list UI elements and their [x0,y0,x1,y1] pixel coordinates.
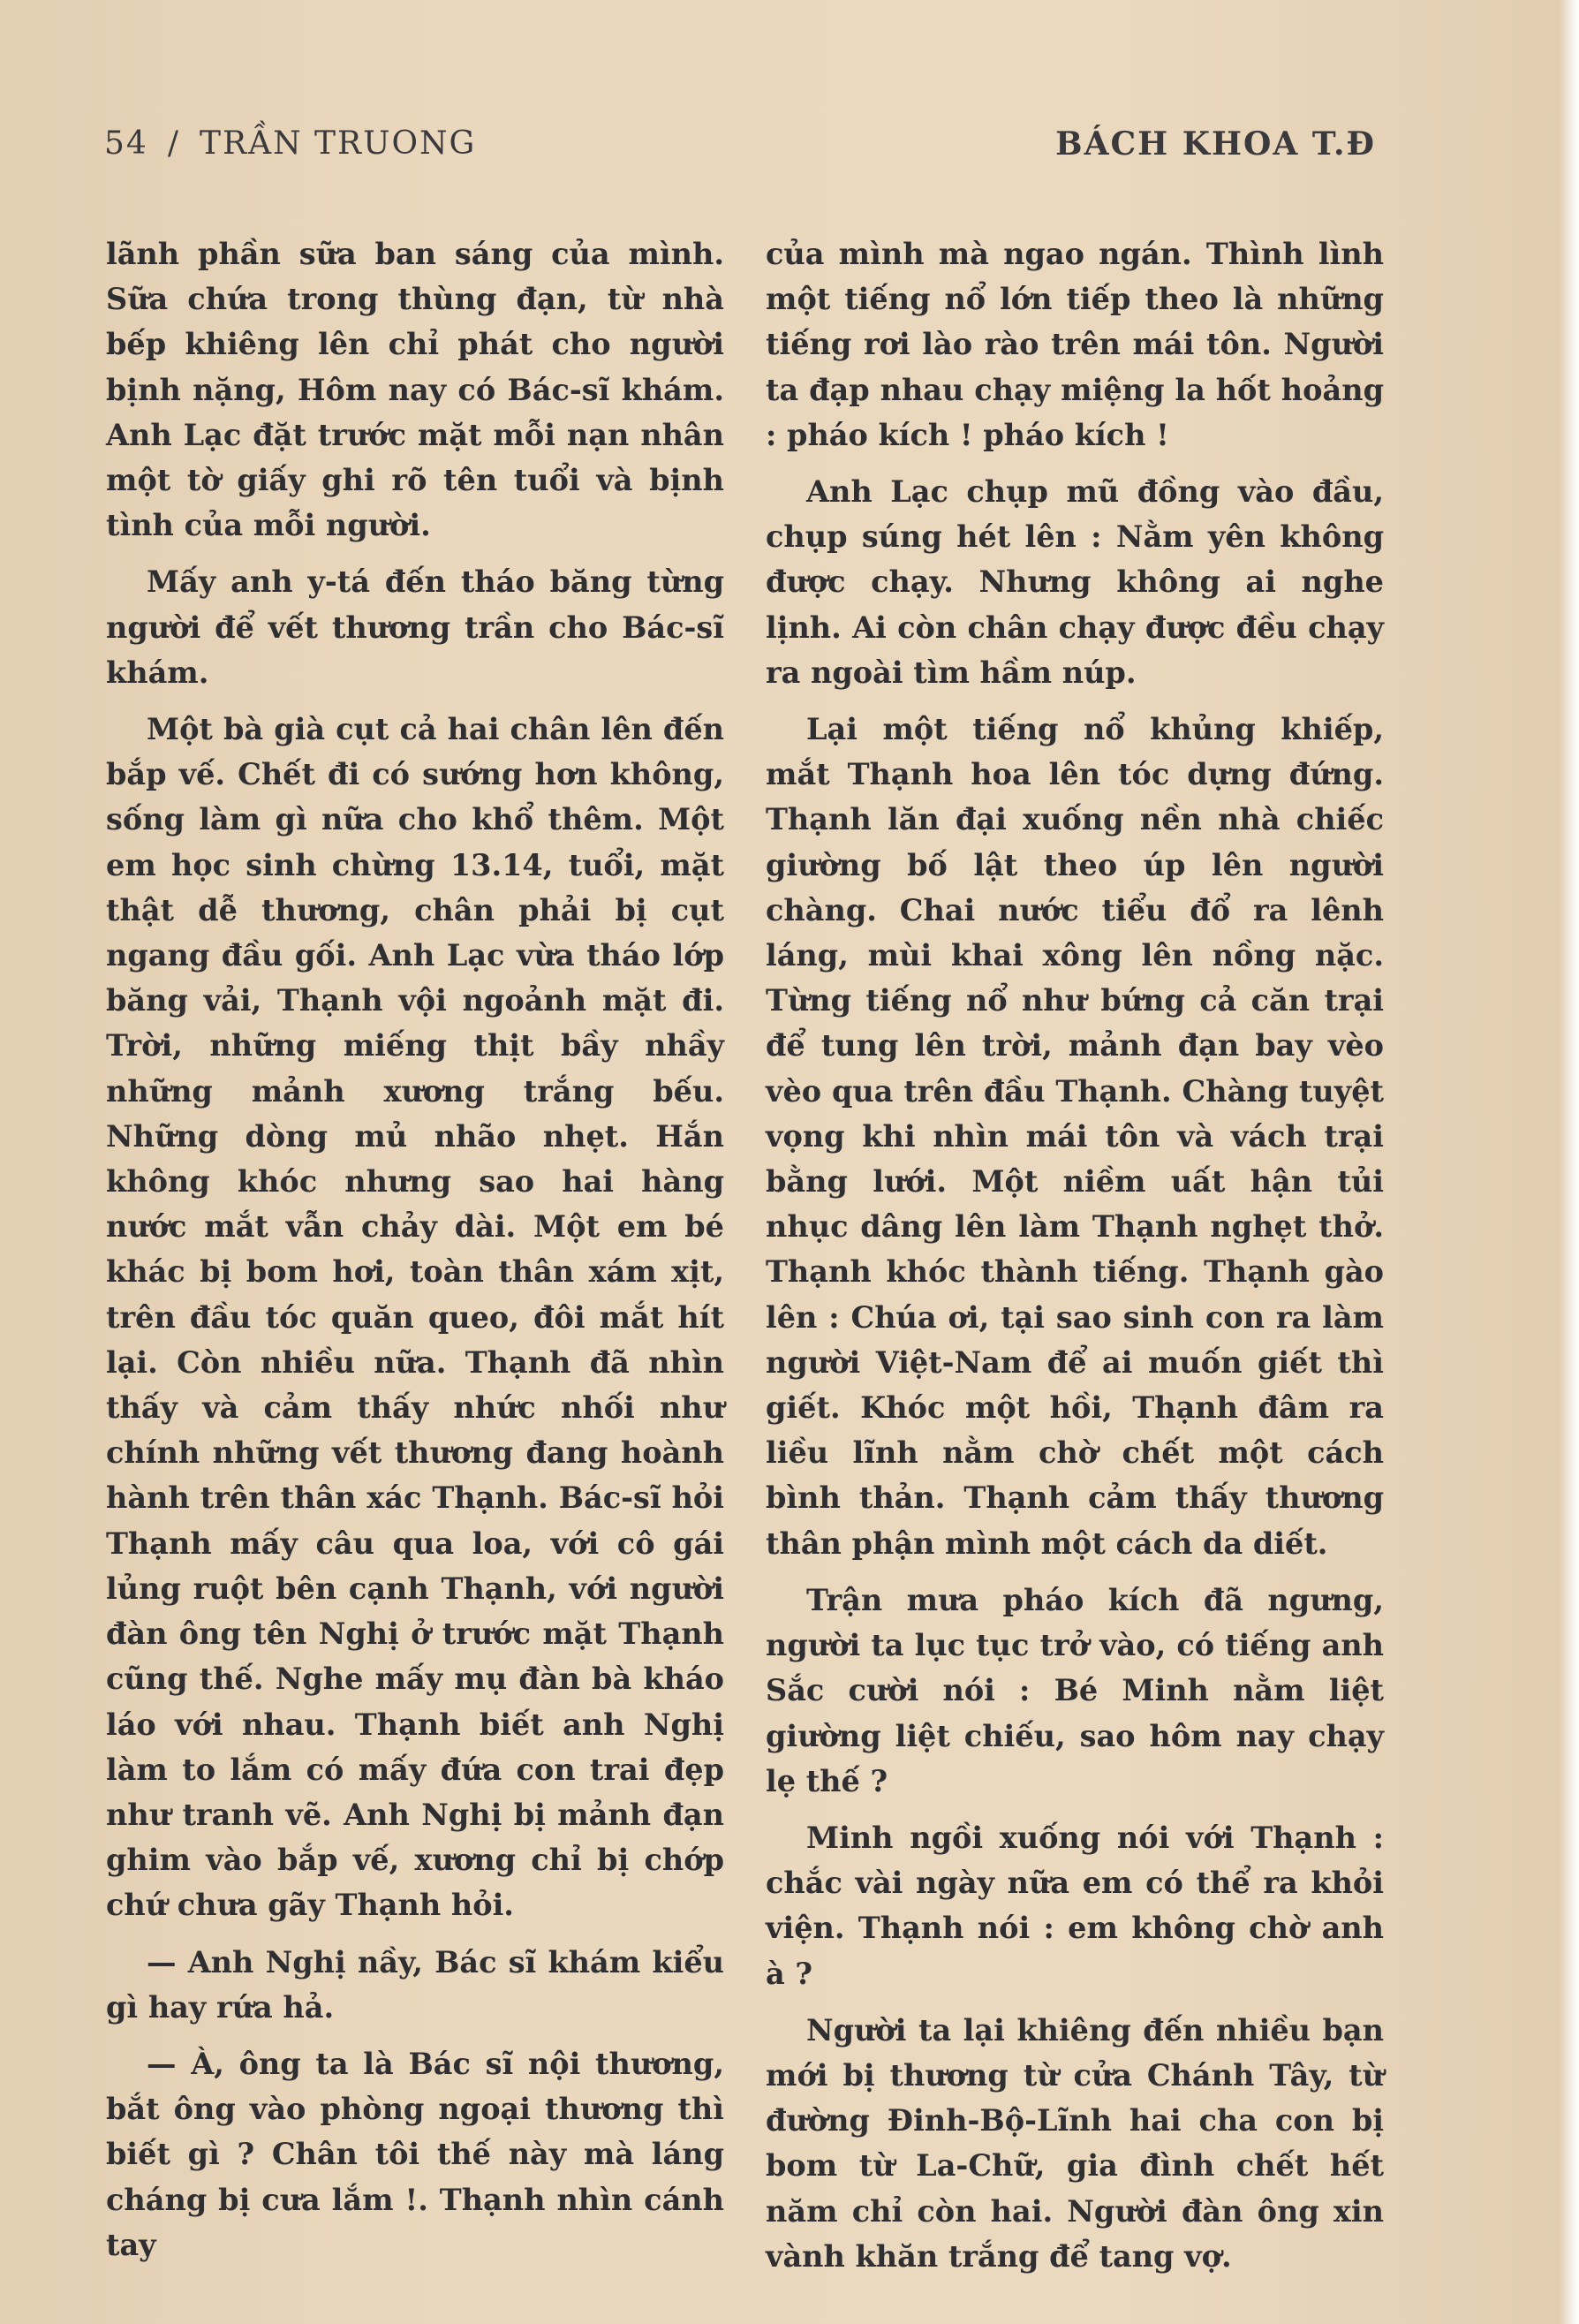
paragraph: Minh ngồi xuống nói với Thạnh : chắc vài ngày nữa em có thể ra khỏi viện. Thạnh nói : em không chờ anh à ? [766,1820,1384,1991]
paragraph: Mấy anh y-tá đến tháo băng từng người để vết thương trần cho Bác-sĩ khám. [106,564,724,690]
page-number: 54 [104,125,148,162]
left-column [106,231,724,2279]
header-separator: / [167,125,180,162]
author-name: TRẦN TRUONG [199,125,477,162]
right-column [766,231,1384,2290]
paragraph: của mình mà ngao ngán. Thình lình một tiếng nổ lớn tiếp theo là những tiếng rơi lào rào trên mái tôn. Người ta đạp nhau chạy miệng la hốt hoảng : pháo kích ! pháo kích ! [766,237,1384,452]
paragraph: Người ta lại khiêng đến nhiều bạn mới bị thương từ cửa Chánh Tây, từ đường Đinh-Bộ-Lĩnh hai cha con bị bom từ La-Chữ, gia đình chết hết năm chỉ còn hai. Người đàn ông xin vành khăn trắng để tang vợ. [766,2012,1384,2274]
paragraph: — Anh Nghị nầy, Bác sĩ khám kiểu gì hay rứa hả. [106,1944,724,2025]
running-header [104,125,1376,170]
paragraph: Anh Lạc chụp mũ đồng vào đầu, chụp súng hét lên : Nằm yên không được chạy. Nhưng không ai nghe lịnh. Ai còn chân chạy được đều chạy ra ngoài tìm hầm núp. [766,474,1384,690]
publication-title: BÁCH KHOA T.Đ [1055,125,1376,163]
paragraph: Một bà già cụt cả hai chân lên đến bắp vế. Chết đi có sướng hơn không, sống làm gì nữa cho khổ thêm. Một em học sinh chừng 13.14, tuổi, mặt thật dễ thương, chân phải bị cụt ngang đầu gối. Anh Lạc vừa tháo lớp băng vải, Thạnh vội ngoảnh mặt đi. Trời, những miếng thịt bầy nhầy những mảnh xương trắng bếu. Những dòng mủ nhão nhẹt. Hắn không khóc nhưng sao hai hàng nước mắt vẫn chảy dài. Một em bé khác bị bom hơi, toàn thân xám xịt, trên đầu tóc quăn queo, đôi mắt hít lại. Còn nhiều nữa. Thạnh đã nhìn thấy và cảm thấy nhức nhối như chính những vết thương đang hoành hành trên thân xác Thạnh. Bác-sĩ hỏi Thạnh mấy câu qua loa, với cô gái lủng ruột bên cạnh Thạnh, với người đàn ông tên Nghị ở trước mặt Thạnh cũng thế. Nghe mấy mụ đàn bà kháo láo với nhau. Thạnh biết anh Nghị làm to lắm có mấy đứa con trai đẹp như tranh vẽ. Anh Nghị bị mảnh đạn ghim vào bắp vế, xương chỉ bị chớp chứ chưa gãy Thạnh hỏi. [106,712,724,1923]
header-left [104,125,476,162]
paragraph: Lại một tiếng nổ khủng khiếp, mắt Thạnh hoa lên tóc dựng đứng. Thạnh lăn đại xuống nền nhà chiếc giường bố lật theo úp lên người chàng. Chai nước tiểu đổ ra lênh láng, mùi khai xông lên nồng nặc. Từng tiếng nổ như bứng cả căn trại để tung lên trời, mảnh đạn bay vèo vèo qua trên đầu Thạnh. Chàng tuyệt vọng khi nhìn mái tôn và vách trại bằng lưới. Một niềm uất hận tủi nhục dâng lên làm Thạnh nghẹt thở. Thạnh khóc thành tiếng. Thạnh gào lên : Chúa ơi, tại sao sinh con ra làm người Việt-Nam để ai muốn giết thì giết. Khóc một hồi, Thạnh đâm ra liều lĩnh nằm chờ chết một cách bình thản. Thạnh cảm thấy thương thân phận mình một cách da diết. [766,712,1384,1561]
paragraph: lãnh phần sữa ban sáng của mình. Sữa chứa trong thùng đạn, từ nhà bếp khiêng lên chỉ phát cho người bịnh nặng, Hôm nay có Bác-sĩ khám. Anh Lạc đặt trước mặt mỗi nạn nhân một tờ giấy ghi rõ tên tuổi và bịnh tình của mỗi người. [106,237,724,543]
paragraph: — À, ông ta là Bác sĩ nội thương, bắt ông vào phòng ngoại thương thì biết gì ? Chân tôi thế này mà láng cháng bị cưa lắm !. Thạnh nhìn cánh tay [106,2046,724,2262]
paragraph: Trận mưa pháo kích đã ngưng, người ta lục tục trở vào, có tiếng anh Sắc cười nói : Bé Minh nằm liệt giường liệt chiếu, sao hôm nay chạy lẹ thế ? [766,1582,1384,1798]
